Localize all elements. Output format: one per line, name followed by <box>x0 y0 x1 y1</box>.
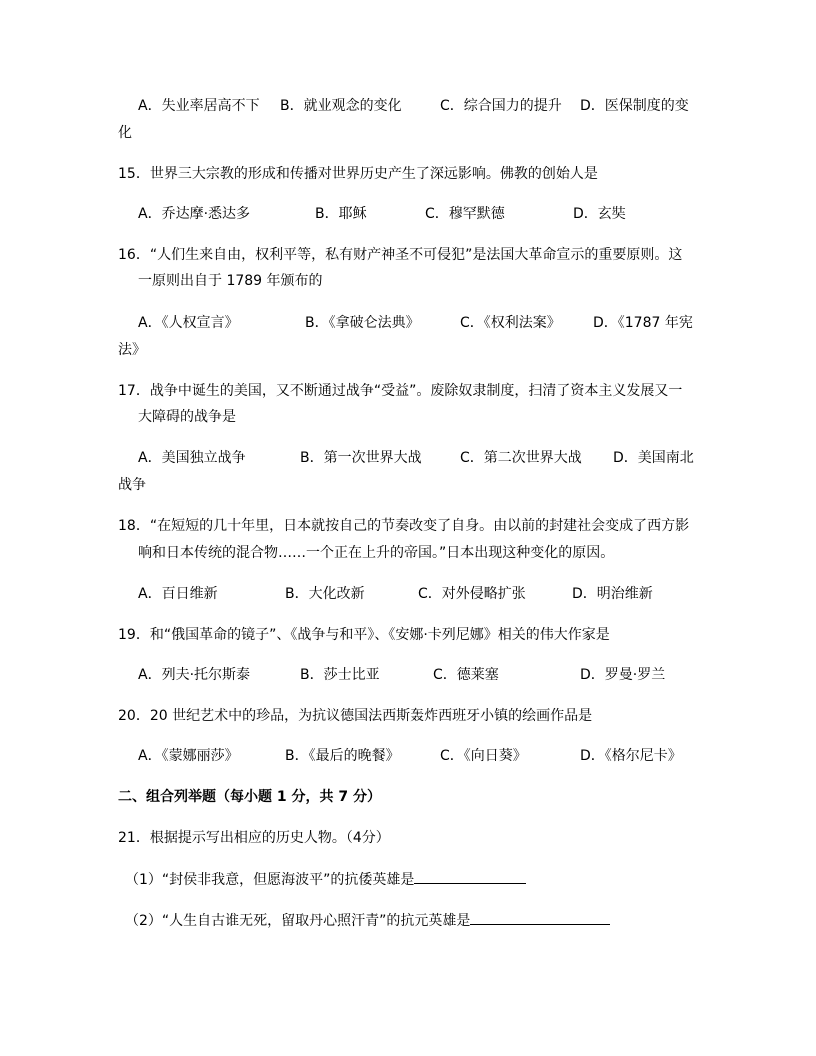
q21-sub1-text: （1）“封侯非我意，但愿海波平”的抗倭英雄是 <box>125 872 415 888</box>
q15-option-d: D．玄奘 <box>573 206 626 222</box>
q19-option-a: A．列夫·托尔斯泰 <box>138 667 251 683</box>
q21-sub2-answer-blank[interactable] <box>470 910 610 925</box>
q15-option-c: C．穆罕默德 <box>425 206 505 222</box>
q21-sub1 <box>125 869 526 889</box>
q14-option-d: D．医保制度的变 <box>580 98 689 114</box>
q16-stem-line2: 一原则出自于 1789 年颁布的 <box>138 273 323 289</box>
q19-stem: 19．和“俄国革命的镜子”、《战争与和平》、《安娜·卡列尼娜》相关的伟大作家是 <box>118 627 610 643</box>
q17-option-d: D．美国南北 <box>613 450 694 466</box>
q19-option-d: D．罗曼·罗兰 <box>580 667 666 683</box>
q16-option-a: A．《人权宣言》 <box>138 315 239 331</box>
q16-option-c: C．《权利法案》 <box>460 315 561 331</box>
q18-option-a: A．百日维新 <box>138 586 218 602</box>
q15-option-a: A．乔达摩·悉达多 <box>138 206 251 222</box>
q19-option-b: B．莎士比亚 <box>300 667 380 683</box>
q20-option-a: A．《蒙娜丽莎》 <box>138 748 239 764</box>
q16-stem-line1: 16．“人们生来自由，权利平等，私有财产神圣不可侵犯”是法国大革命宣示的重要原则。这 <box>118 247 683 263</box>
q19-option-c: C．德莱塞 <box>433 667 499 683</box>
q17-option-d-wrap: 战争 <box>118 477 146 493</box>
q16-option-b: B．《拿破仑法典》 <box>305 315 420 331</box>
q14-option-d-wrap: 化 <box>118 125 132 141</box>
q20-stem: 20．20 世纪艺术中的珍品，为抗议德国法西斯轰炸西班牙小镇的绘画作品是 <box>118 708 593 724</box>
q18-option-b: B．大化改新 <box>285 586 365 602</box>
q17-stem-line1: 17．战争中诞生的美国，又不断通过战争“受益”。废除奴隶制度，扫清了资本主义发展又一 <box>118 383 683 399</box>
q21-sub2-text: （2）“人生自古谁无死，留取丹心照汗青”的抗元英雄是 <box>125 913 471 929</box>
q21-stem: 21．根据提示写出相应的历史人物。（4分） <box>118 830 390 846</box>
q20-option-b: B．《最后的晚餐》 <box>285 748 400 764</box>
q14-option-c: C．综合国力的提升 <box>440 98 562 114</box>
q14-option-b: B．就业观念的变化 <box>280 98 402 114</box>
section-2-heading: 二、组合列举题（每小题 1 分，共 7 分） <box>118 789 381 805</box>
q20-option-c: C．《向日葵》 <box>440 748 527 764</box>
q15-stem: 15．世界三大宗教的形成和传播对世界历史产生了深远影响。佛教的创始人是 <box>118 166 598 182</box>
q14-option-a: A．失业率居高不下 <box>138 98 260 114</box>
q15-option-b: B．耶稣 <box>315 206 367 222</box>
q18-stem-line1: 18．“在短短的几十年里，日本就按自己的节奏改变了自身。由以前的封建社会变成了西方影 <box>118 518 690 534</box>
q18-option-d: D．明治维新 <box>572 586 653 602</box>
q17-option-b: B．第一次世界大战 <box>300 450 422 466</box>
q21-sub1-answer-blank[interactable] <box>414 869 526 884</box>
q18-stem-line2: 响和日本传统的混合物……一个正在上升的帝国。”日本出现这种变化的原因。 <box>138 545 615 561</box>
q16-option-d-wrap: 法》 <box>118 342 146 358</box>
q18-option-c: C．对外侵略扩张 <box>418 586 526 602</box>
q17-stem-line2: 大障碍的战争是 <box>138 409 236 425</box>
q16-option-d: D．《1787 年宪 <box>593 315 693 331</box>
q20-option-d: D．《格尔尼卡》 <box>580 748 682 764</box>
q17-option-a: A．美国独立战争 <box>138 450 246 466</box>
q17-option-c: C．第二次世界大战 <box>460 450 582 466</box>
q21-sub2 <box>125 910 610 930</box>
